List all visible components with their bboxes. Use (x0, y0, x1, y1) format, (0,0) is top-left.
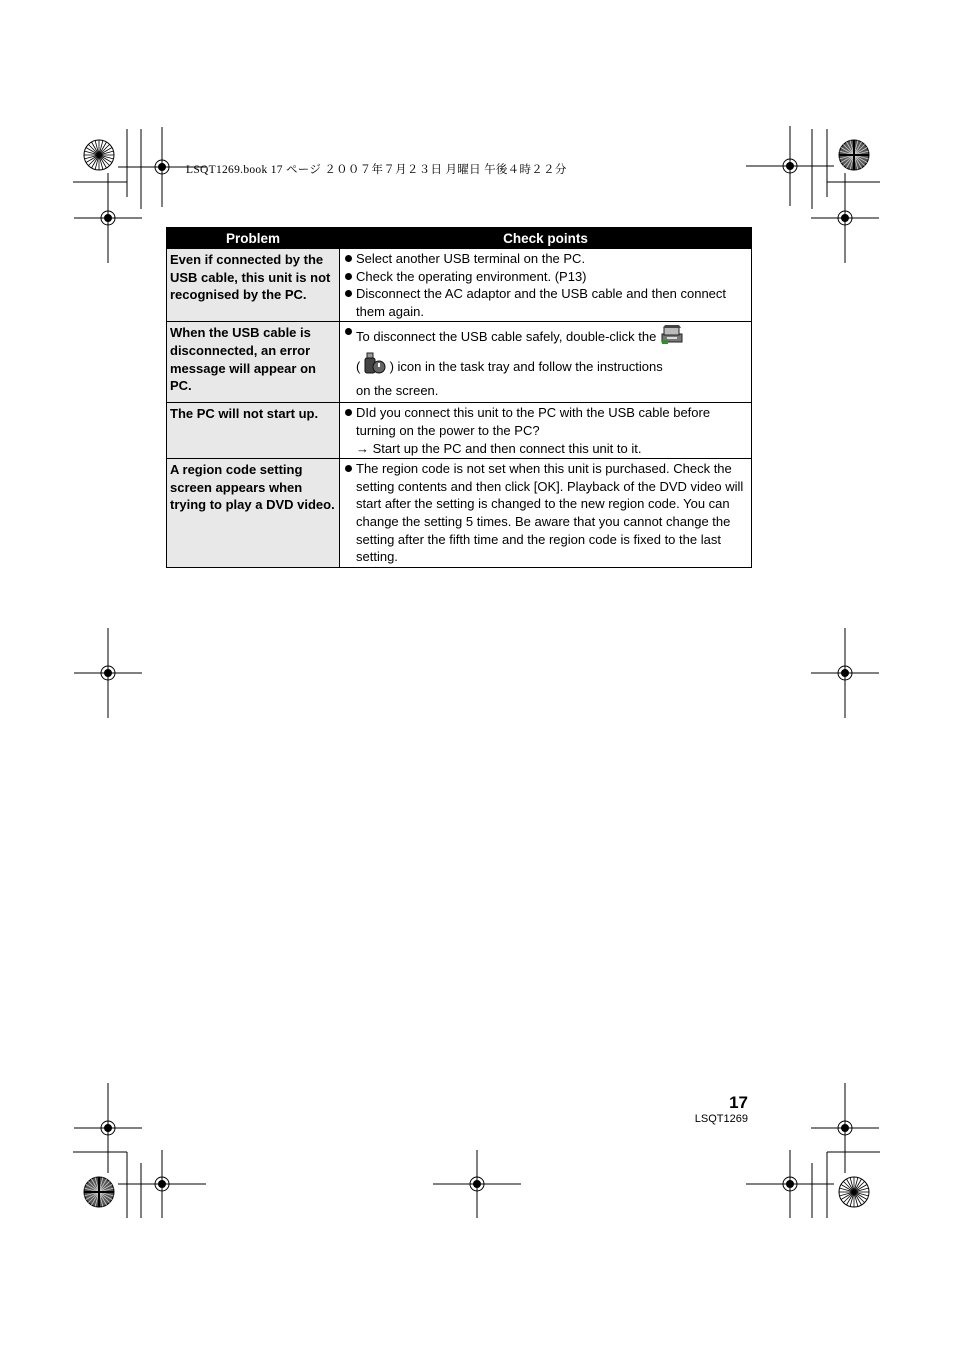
crosshair-dot (105, 1125, 112, 1132)
check-point-text: on the screen. (356, 383, 439, 399)
model-code: LSQT1269 (694, 1113, 748, 1125)
table-row (167, 322, 752, 403)
table-row (167, 249, 752, 322)
crosshair-dot (105, 670, 112, 677)
check-points-cell (340, 249, 752, 322)
column-header-check-points: Check points (340, 228, 752, 249)
crosshair-dot (787, 1181, 794, 1188)
safely-remove-hardware-icon (660, 323, 684, 351)
check-points-cell (340, 459, 752, 568)
table-header-row (167, 228, 752, 249)
usb-device-icon (364, 351, 386, 381)
crosshair-dot (159, 164, 166, 171)
check-points-cell (340, 403, 752, 459)
table-row (167, 403, 752, 459)
check-point-text: ) icon in the task tray and follow the instructions (389, 359, 663, 375)
check-point-text: Start up the PC and then connect this unit to it. (372, 440, 642, 456)
crosshair-dot (842, 215, 849, 222)
problem-cell: The PC will not start up. (167, 403, 340, 459)
problem-cell: When the USB cable is disconnected, an error message will appear on PC. (167, 322, 340, 403)
crosshair-dot (842, 1125, 849, 1132)
problem-cell: A region code setting screen appears when trying to play a DVD video. (167, 459, 340, 568)
table-row (167, 459, 752, 568)
page-number: 17 (729, 1093, 748, 1112)
check-point-text: To disconnect the USB cable safely, double-click the (356, 329, 657, 345)
crosshair-dot (105, 215, 112, 222)
print-header-line: LSQT1269.book 17 ページ ２００７年７月２３日 月曜日 午後４時２２分 (186, 164, 567, 176)
problem-cell: Even if connected by the USB cable, this unit is not recognised by the PC. (167, 249, 340, 322)
check-point: The region code is not set when this unit is purchased. Check the setting contents and then click [OK]. Playback of the DVD video will start after the setting is changed to the new region code. You can change the setting 5 times. Be aware that you cannot change the setting after the fifth time and the region code is fixed to the last setting. (344, 460, 745, 566)
check-point-result (344, 440, 745, 458)
crosshair-dot (474, 1181, 481, 1188)
crosshair-dot (787, 163, 794, 170)
column-header-problem: Problem (167, 228, 340, 249)
crosshair-dot (842, 670, 849, 677)
check-point: DId you connect this unit to the PC with the USB cable before turning on the power to the PC? (344, 404, 745, 439)
check-point: Select another USB terminal on the PC. (344, 250, 745, 268)
check-point: Disconnect the AC adaptor and the USB cable and then connect them again. (344, 285, 745, 320)
arrow-glyph: → (356, 440, 369, 456)
crosshair-dot (159, 1181, 166, 1188)
troubleshooting-table (166, 227, 752, 568)
check-point (344, 323, 745, 401)
check-point: Check the operating environment. (P13) (344, 268, 745, 286)
check-points-cell (340, 322, 752, 403)
check-point-text: ( (356, 359, 361, 375)
